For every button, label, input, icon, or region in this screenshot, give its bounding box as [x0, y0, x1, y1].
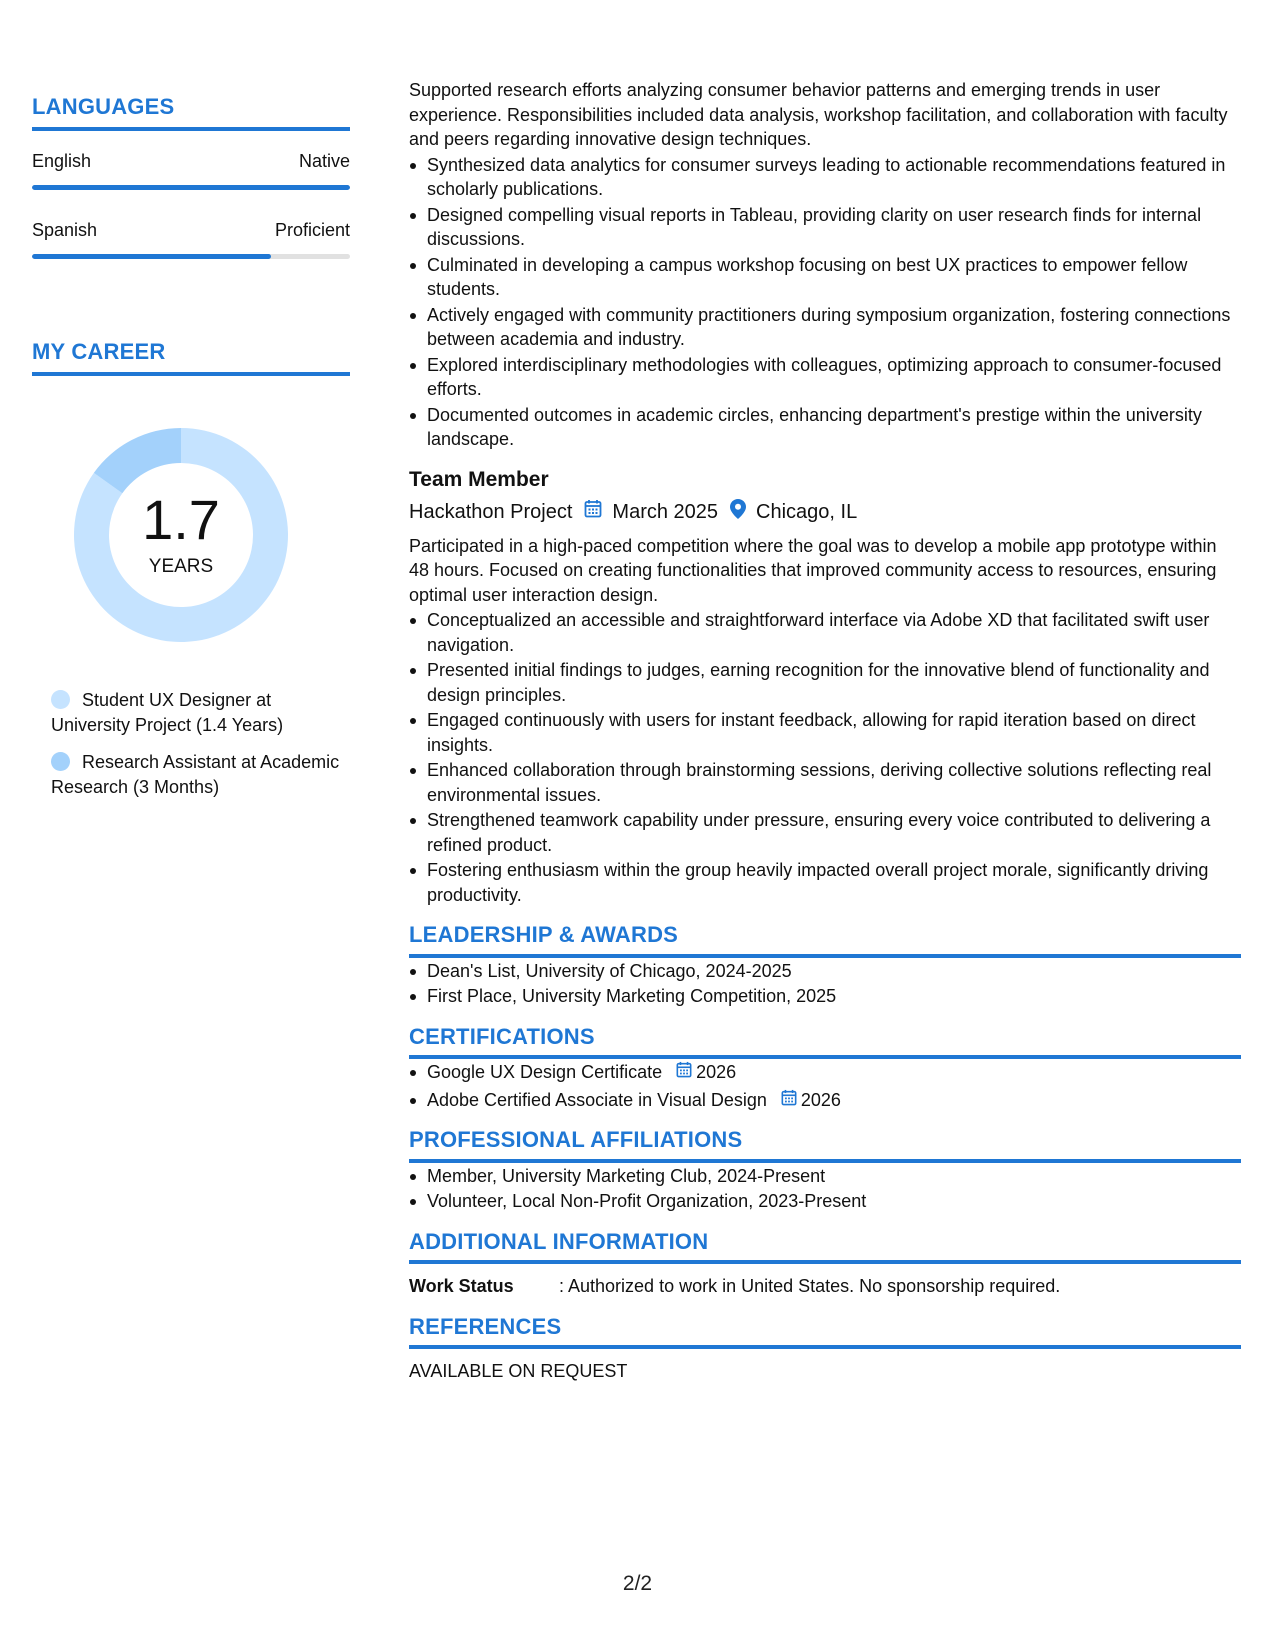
- career-donut-chart: [66, 420, 296, 650]
- list-item: Presented initial findings to judges, earning recognition for the innovative blend of functionality and design principles.: [427, 658, 1241, 707]
- list-item: [427, 1088, 1241, 1113]
- section-rule: [409, 1055, 1241, 1059]
- calendar-icon: [584, 499, 602, 525]
- list-item: Designed compelling visual reports in Tableau, providing clarity on user research finds for internal discussions.: [427, 203, 1241, 252]
- affiliations-list: [409, 1164, 1241, 1214]
- right-column: [409, 78, 1241, 1384]
- certification-year: 2026: [696, 1062, 737, 1082]
- list-item: Fostering enthusiasm within the group heavily impacted overall project morale, significantly driving productivity.: [427, 858, 1241, 907]
- proficiency-fill: [32, 185, 350, 190]
- list-item: Explored interdisciplinary methodologies with colleagues, optimizing approach to consumer-focused efforts.: [427, 353, 1241, 402]
- career-total-years: 1.7: [142, 488, 220, 551]
- language-level: Native: [298, 151, 350, 171]
- section-rule: [32, 372, 350, 376]
- proficiency-bar: [32, 254, 350, 259]
- experience-description: Supported research efforts analyzing consumer behavior patterns and emerging trends in user experience. Responsibilities included data analysis, workshop facilitation, and collaboration with faculty and peers regarding innovative design techniques.: [409, 80, 1228, 149]
- list-item: [427, 1060, 1241, 1085]
- job-organization: Hackathon Project: [409, 501, 573, 523]
- leadership-list: [409, 959, 1241, 1009]
- language-item: [32, 220, 350, 259]
- page-number: 2/2: [622, 1572, 653, 1595]
- list-item: Conceptualized an accessible and straightforward interface via Adobe XD that facilitated swift user navigation.: [427, 608, 1241, 657]
- list-item: Volunteer, Local Non-Profit Organization, 2023-Present: [427, 1189, 1241, 1214]
- additional-title: ADDITIONAL INFORMATION: [409, 1228, 709, 1254]
- language-level: Proficient: [274, 220, 350, 240]
- additional-section: [409, 1230, 1241, 1299]
- certifications-title: CERTIFICATIONS: [409, 1023, 595, 1049]
- job-title: Team Member: [409, 467, 549, 491]
- list-item: Culminated in developing a campus workshop focusing on best UX practices to empower fellow students.: [427, 253, 1241, 302]
- certifications-section: [409, 1025, 1241, 1113]
- job-location: Chicago, IL: [756, 501, 858, 523]
- list-item: Member, University Marketing Club, 2024-Present: [427, 1164, 1241, 1189]
- career-total-unit: YEARS: [148, 556, 214, 577]
- affiliations-title: PROFESSIONAL AFFILIATIONS: [409, 1127, 743, 1152]
- legend-swatch: [51, 690, 70, 709]
- affiliations-section: [409, 1128, 1241, 1214]
- references-title: REFERENCES: [409, 1313, 562, 1339]
- section-rule: [32, 127, 350, 131]
- job-date: March 2025: [612, 501, 719, 523]
- legend-label: Research Assistant at Academic Research (3 Months): [51, 752, 340, 797]
- section-rule: [409, 1159, 1241, 1163]
- language-name: English: [32, 151, 92, 171]
- references-text: AVAILABLE ON REQUEST: [409, 1361, 628, 1381]
- job-bullets: [409, 608, 1241, 907]
- list-item: Dean's List, University of Chicago, 2024-2025: [427, 959, 1241, 984]
- experience-bullets: [409, 153, 1241, 452]
- job-description: Participated in a high-paced competition where the goal was to develop a mobile app prototype within 48 hours. Focused on creating functionalities that improved community access to resources, ensuring optimal user interaction design.: [409, 535, 1217, 605]
- legend-swatch: [51, 752, 70, 771]
- section-rule: [409, 954, 1241, 958]
- certification-name: Google UX Design Certificate: [427, 1062, 663, 1082]
- certification-year: 2026: [800, 1089, 841, 1110]
- proficiency-fill: [32, 254, 271, 259]
- language-item: [32, 151, 350, 190]
- list-item: Engaged continuously with users for instant feedback, allowing for rapid iteration based on direct insights.: [427, 708, 1241, 757]
- legend-item: [51, 750, 350, 800]
- list-item: Synthesized data analytics for consumer surveys leading to actionable recommendations featured in scholarly publications.: [427, 153, 1241, 202]
- job-meta: [409, 499, 1241, 526]
- donut-center: [66, 420, 296, 650]
- list-item: First Place, University Marketing Competition, 2025: [427, 984, 1241, 1009]
- language-name: Spanish: [32, 220, 98, 240]
- certifications-list: [409, 1060, 1241, 1112]
- work-status-label: Work Status: [409, 1276, 514, 1296]
- career-legend: [51, 688, 350, 800]
- career-title: MY CAREER: [32, 339, 166, 364]
- certification-name: Adobe Certified Associate in Visual Design: [427, 1089, 767, 1110]
- list-item: Strengthened teamwork capability under pressure, ensuring every voice contributed to delivering a refined product.: [427, 808, 1241, 857]
- section-rule: [409, 1260, 1241, 1264]
- languages-title: LANGUAGES: [32, 94, 175, 119]
- calendar-icon: [676, 1060, 692, 1085]
- references-section: [409, 1315, 1241, 1384]
- leadership-title: LEADERSHIP & AWARDS: [409, 922, 679, 947]
- work-status-value: : Authorized to work in United States. No sponsorship required.: [559, 1276, 1061, 1296]
- leadership-section: [409, 923, 1241, 1009]
- list-item: Enhanced collaboration through brainstorming sessions, deriving collective solutions reflecting real environmental issues.: [427, 758, 1241, 807]
- left-column: [32, 94, 350, 812]
- work-status-row: [409, 1274, 1241, 1299]
- location-pin-icon: [730, 499, 746, 526]
- calendar-icon: [781, 1088, 797, 1113]
- legend-label: Student UX Designer at University Project (1.4 Years): [51, 690, 284, 735]
- section-rule: [409, 1345, 1241, 1349]
- list-item: Documented outcomes in academic circles, enhancing department's prestige within the university landscape.: [427, 403, 1241, 452]
- list-item: Actively engaged with community practitioners during symposium organization, fostering connections between academia and industry.: [427, 303, 1241, 352]
- legend-item: [51, 688, 350, 738]
- proficiency-bar: [32, 185, 350, 190]
